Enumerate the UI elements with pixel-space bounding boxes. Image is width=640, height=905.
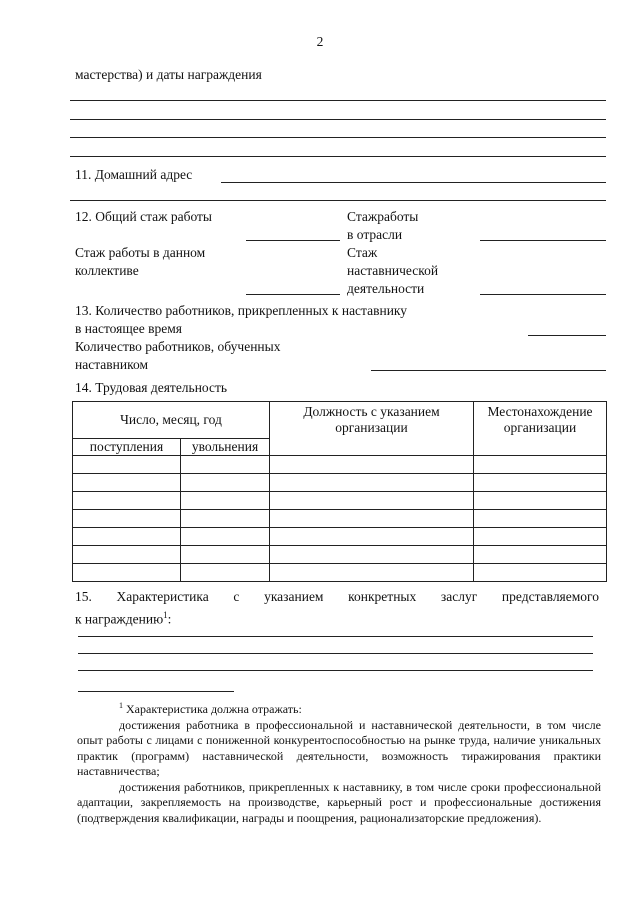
table-row [73, 546, 607, 564]
answer-line[interactable] [78, 670, 593, 671]
table-cell[interactable] [474, 564, 607, 582]
table-row [73, 564, 607, 582]
mentor-experience-label-3: деятельности [347, 281, 425, 296]
characteristic-label-1: 15. Характеристика с указанием конкретных заслуг представляемого [75, 589, 599, 604]
header-location-line2: организации [503, 420, 577, 435]
table-row [73, 510, 607, 528]
industry-experience-field[interactable] [480, 240, 606, 241]
table-cell[interactable] [270, 510, 474, 528]
mentor-experience-label-2: наставнической [347, 263, 439, 278]
header-date-end: увольнения [181, 439, 270, 456]
work-history-table [72, 401, 607, 582]
trained-workers-field[interactable] [371, 370, 606, 371]
table-cell[interactable] [474, 456, 607, 474]
table-cell[interactable] [474, 546, 607, 564]
table-row [73, 456, 607, 474]
trained-workers-label-1: Количество работников, обученных [75, 339, 281, 354]
answer-line[interactable] [78, 653, 593, 654]
table-row [73, 474, 607, 492]
header-date-text: Число, месяц, год [120, 412, 222, 427]
total-experience-label: 12. Общий стаж работы [75, 209, 212, 224]
home-address-label: 11. Домашний адрес [75, 167, 193, 182]
footnote-mark: 1 [119, 701, 123, 710]
table-cell[interactable] [181, 528, 270, 546]
table-cell[interactable] [73, 528, 181, 546]
attached-workers-label-2: в настоящее время [75, 321, 183, 336]
header-position-line2: организации [335, 420, 408, 435]
mentor-experience-field[interactable] [480, 294, 606, 295]
header-position-line1: Должность с указанием [303, 404, 440, 419]
total-experience-field[interactable] [246, 240, 340, 241]
footnote-separator [78, 691, 234, 692]
table-cell[interactable] [181, 564, 270, 582]
collective-experience-field[interactable] [246, 294, 340, 295]
table-cell[interactable] [270, 564, 474, 582]
industry-experience-label-2: в отрасли [347, 227, 403, 242]
table-cell[interactable] [474, 474, 607, 492]
table-cell[interactable] [73, 564, 181, 582]
industry-experience-label-1: Стажработы [347, 209, 419, 224]
table-cell[interactable] [73, 474, 181, 492]
table-cell[interactable] [270, 492, 474, 510]
footnote-paragraph-1: достижения работника в профессиональной и наставнической деятельности, в том числе опыт работы с лицами с пониженной конкурентоспособностью на рынке труда, наличие уникальных практик (программ) наставнической деятельности, возможность тиражирования практики наставничества; [77, 717, 601, 778]
table-cell[interactable] [474, 492, 607, 510]
characteristic-label-colon: : [167, 611, 172, 627]
header-date-start: поступления [73, 439, 181, 456]
mentor-experience-label-1: Стаж [347, 245, 378, 260]
table-cell[interactable] [73, 456, 181, 474]
table-cell[interactable] [73, 546, 181, 564]
table-row [73, 492, 607, 510]
attached-workers-field[interactable] [528, 335, 606, 336]
footnote-paragraph-2: достижения работников, прикрепленных к наставнику, в том числе сроки профессиональной адаптации, закрепляемость на производстве, карьерный рост и профессиональные достижения (подтверждения квалификации, награды и поощрения, рационализаторские предложения). [77, 779, 601, 825]
answer-line[interactable] [70, 119, 606, 120]
table-cell[interactable] [474, 528, 607, 546]
collective-experience-label-1: Стаж работы в данном [75, 245, 206, 260]
footnote-head-text: Характеристика должна отражать: [123, 702, 302, 716]
characteristic-label-text: к награждению [75, 611, 164, 627]
characteristic-label-2 [75, 606, 171, 629]
table-cell[interactable] [181, 510, 270, 528]
table-cell[interactable] [73, 510, 181, 528]
footnote-head [77, 698, 601, 718]
answer-line[interactable] [70, 200, 606, 201]
table-row [73, 528, 607, 546]
footnote-reference: 1 [163, 610, 168, 620]
table-cell[interactable] [181, 474, 270, 492]
header-location [474, 402, 607, 456]
continuation-text: мастерства) и даты награждения [75, 67, 262, 82]
table-cell[interactable] [474, 510, 607, 528]
trained-workers-label-2: наставником [75, 357, 148, 372]
answer-line[interactable] [70, 100, 606, 101]
header-date [73, 402, 270, 439]
work-history-label: 14. Трудовая деятельность [75, 380, 228, 395]
table-cell[interactable] [73, 492, 181, 510]
table-cell[interactable] [181, 492, 270, 510]
answer-line[interactable] [70, 137, 606, 138]
home-address-field[interactable] [221, 182, 606, 183]
table-cell[interactable] [270, 528, 474, 546]
table-cell[interactable] [270, 456, 474, 474]
footnote [77, 698, 601, 826]
answer-line[interactable] [70, 156, 606, 157]
table-cell[interactable] [270, 474, 474, 492]
collective-experience-label-2: коллективе [75, 263, 139, 278]
attached-workers-label-1: 13. Количество работников, прикрепленных к наставнику [75, 303, 408, 318]
header-position [270, 402, 474, 456]
table-cell[interactable] [181, 546, 270, 564]
page-number: 2 [316, 34, 324, 49]
table-cell[interactable] [270, 546, 474, 564]
answer-line[interactable] [78, 636, 593, 637]
table-cell[interactable] [181, 456, 270, 474]
header-location-line1: Местонахождение [487, 404, 593, 419]
